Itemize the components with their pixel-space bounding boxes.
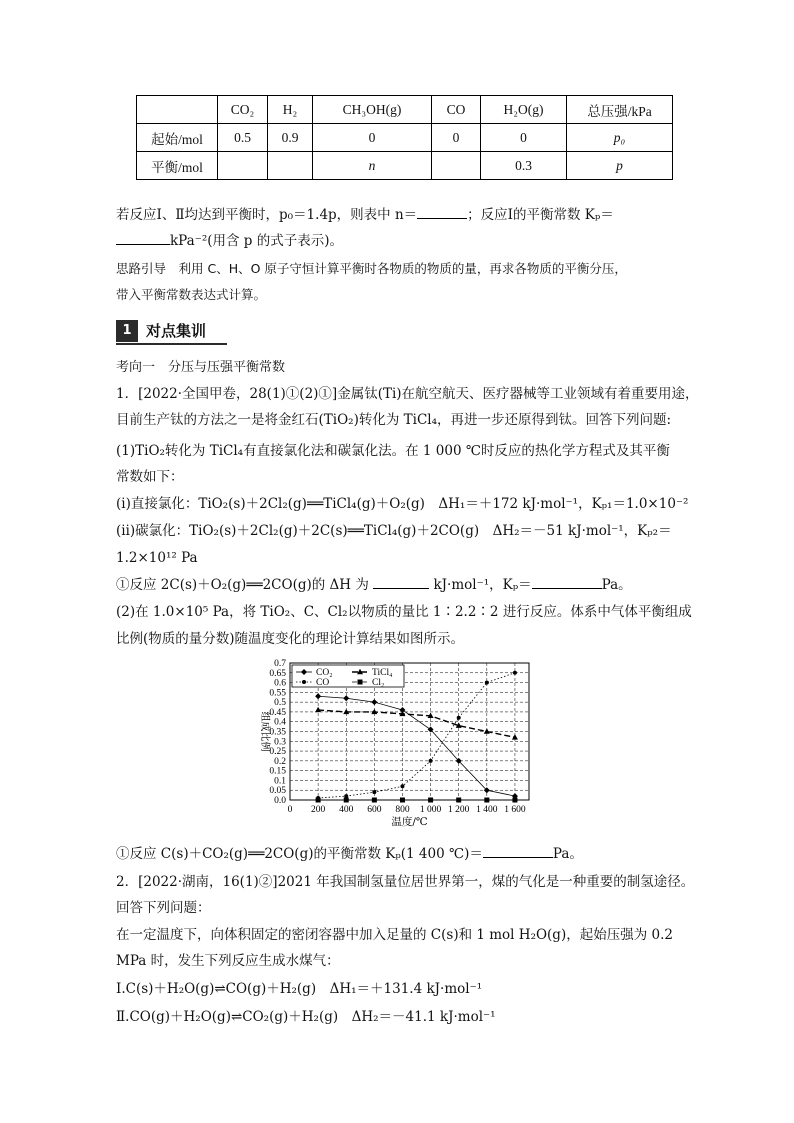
- section-title: 对点集训: [146, 322, 207, 340]
- problem-text: ①反应 2C(s)＋O₂(g)══2CO(g)的 ΔH 为: [116, 577, 369, 593]
- table-header-cell: H₂: [268, 96, 313, 124]
- y-tick-label: 0.2: [274, 756, 286, 767]
- point-marker: [512, 798, 517, 803]
- point-marker: [400, 798, 405, 803]
- legend-label: TiCl₄: [372, 668, 393, 678]
- point-marker: [372, 798, 377, 803]
- point-marker: [344, 798, 349, 803]
- point-marker: [372, 790, 376, 794]
- table-cell: 0.3: [481, 152, 567, 180]
- problem-text: ①反应 C(s)＋CO₂(g)══2CO(g)的平衡常数 Kₚ(1 400 ℃)＝: [116, 846, 483, 862]
- point-marker: [358, 680, 363, 685]
- problem-line: 1.2×10¹² Pa: [116, 550, 198, 566]
- table-row: [137, 124, 673, 152]
- problem-line: 在一定温度下，向体积固定的密闭容器中加入足量的 C(s)和 1 mol H₂O(g)，起始压强为 0.2: [116, 927, 673, 943]
- equilibrium-table: [136, 95, 673, 180]
- table-cell: 0: [432, 124, 481, 152]
- problem-line: (ⅱ)碳氯化：TiO₂(s)＋2Cl₂(g)＋2C(s)══TiCl₄(g)＋2CO(g) ΔH₂＝－51 kJ·mol⁻¹，Kₚ₂＝: [116, 523, 672, 539]
- table-cell: 0: [313, 124, 432, 152]
- y-axis-label: 组成比例: [259, 711, 270, 752]
- problem-line: 比例(物质的量分数)随温度变化的理论计算结果如图所示。: [116, 631, 465, 647]
- answer-blank: [483, 845, 553, 858]
- point-marker: [344, 794, 348, 798]
- x-tick-label: 400: [339, 805, 354, 815]
- y-tick-label: 0.25: [269, 747, 286, 758]
- point-marker: [457, 716, 461, 720]
- topic-heading: 考向一 分压与压强平衡常数: [116, 360, 286, 375]
- y-tick-label: 0.0: [274, 796, 286, 806]
- guide-line: 带入平衡常数表达式计算。: [116, 287, 267, 302]
- problem-line: MPa 时，发生下列反应生成水煤气：: [116, 953, 340, 969]
- table-row: [137, 152, 673, 180]
- legend-label: CO₂: [316, 668, 333, 678]
- problem-line: 1．[2022·全国甲卷，28(1)①(2)①]金属钛(Ti)在航空航天、医疗器械等工业领域有着重要用途，: [116, 386, 699, 402]
- problem-line: (1)TiO₂转化为 TiCl₄有直接氯化法和碳氯化法。在 1 000 ℃时反应的热化学方程式及其平衡: [116, 443, 670, 459]
- point-marker: [485, 681, 489, 685]
- question-text: kPa⁻²(用含 p 的式子表示)。: [170, 233, 344, 249]
- x-tick-label: 1 600: [504, 805, 526, 815]
- x-tick-label: 0: [287, 805, 293, 815]
- answer-blank: [417, 206, 467, 219]
- guide-line: 思路引导 利用 C、H、O 原子守恒计算平衡时各物质的物质的量，再求各物质的平衡分压，: [116, 261, 627, 276]
- problem-text: kJ·mol⁻¹，Kₚ＝: [433, 577, 532, 593]
- x-tick-label: 1 000: [419, 805, 442, 815]
- problem-text: Pa。: [601, 577, 632, 593]
- y-tick-label: 0.7: [274, 659, 286, 669]
- table-cell: 0: [481, 124, 567, 152]
- legend-label: CO: [316, 678, 330, 688]
- point-marker: [484, 798, 489, 803]
- section-divider: [116, 343, 227, 345]
- problem-line: Ⅱ.CO(g)＋H₂O(g)⇌CO₂(g)＋H₂(g) ΔH₂＝－41.1 kJ·mol⁻¹: [116, 1009, 496, 1025]
- y-tick-label: 0.65: [269, 668, 286, 679]
- table-header-cell: CO₂: [218, 96, 268, 124]
- question-text: ；反应Ⅰ的平衡常数 Kₚ＝: [467, 207, 614, 223]
- table-cell: 0.5: [218, 124, 268, 152]
- problem-line: Ⅰ.C(s)＋H₂O(g)⇌CO(g)＋H₂(g) ΔH₁＝＋131.4 kJ·mol⁻¹: [116, 981, 483, 997]
- point-marker: [316, 798, 321, 803]
- problem-line: 目前生产钛的方法之一是将金红石(TiO₂)转化为 TiCl₄，再进一步还原得到钛。回答下列问题:: [116, 412, 672, 428]
- question-line: [116, 205, 614, 225]
- table-header-cell: CH₃OH(g): [313, 96, 432, 124]
- y-tick-label: 0.45: [269, 707, 286, 718]
- table-cell: p: [567, 152, 673, 180]
- table-cell: 起始/mol: [137, 124, 218, 152]
- problem-line: 2．[2022·湖南，16(1)②]2021 年我国制氢量位居世界第一，煤的气化是一种重要的制氢途径。: [116, 874, 695, 890]
- y-tick-label: 0.1: [274, 776, 286, 787]
- y-tick-label: 0.15: [269, 766, 286, 777]
- point-marker: [428, 798, 433, 803]
- x-axis-label: 温度/℃: [391, 816, 428, 828]
- table-cell: [432, 152, 481, 180]
- table-header-row: [137, 96, 673, 124]
- table-cell: [268, 152, 313, 180]
- problem-line: [116, 575, 632, 595]
- composition-chart: [252, 655, 542, 837]
- table-cell: 0.9: [268, 124, 313, 152]
- y-tick-label: 0.5: [274, 698, 286, 709]
- point-marker: [400, 784, 404, 788]
- problem-line: 回答下列问题：: [116, 900, 211, 916]
- problem-text: Pa。: [552, 846, 583, 862]
- answer-blank: [373, 576, 429, 589]
- y-tick-label: 0.35: [269, 727, 286, 738]
- table-cell: p₀: [567, 124, 673, 152]
- table-header-cell: H₂O(g): [481, 96, 567, 124]
- point-marker: [513, 671, 517, 675]
- y-tick-label: 0.6: [274, 678, 286, 689]
- question-line: [116, 231, 343, 251]
- x-tick-label: 200: [310, 805, 326, 815]
- point-marker: [429, 759, 433, 763]
- y-tick-label: 0.4: [274, 717, 286, 728]
- section-number-icon: 1: [116, 320, 138, 342]
- problem-line: (ⅰ)直接氯化：TiO₂(s)＋2Cl₂(g)══TiCl₄(g)＋O₂(g) ΔH₁＝＋172 kJ·mol⁻¹，Kₚ₁＝1.0×10⁻²: [116, 496, 689, 512]
- answer-blank: [532, 576, 602, 589]
- problem-line: (2)在 1.0×10⁵ Pa，将 TiO₂、C、Cl₂以物质的量比 1∶2.2∶2 进行反应。体系中气体平衡组成: [116, 604, 692, 620]
- table-header-cell: [137, 96, 218, 124]
- point-marker: [456, 798, 461, 803]
- legend-label: Cl₂: [372, 678, 385, 688]
- table-header-cell: 总压强/kPa: [567, 96, 673, 124]
- answer-blank: [116, 232, 170, 245]
- x-tick-label: 800: [395, 805, 410, 815]
- problem-line: [116, 844, 583, 864]
- x-tick-label: 600: [367, 805, 382, 815]
- y-tick-label: 0.05: [269, 786, 286, 797]
- y-tick-label: 0.55: [269, 688, 286, 699]
- table-cell: 平衡/mol: [137, 152, 218, 180]
- x-tick-label: 1 400: [476, 805, 498, 815]
- question-text: 若反应Ⅰ、Ⅱ均达到平衡时，p₀＝1.4p，则表中 n＝: [116, 207, 418, 223]
- x-tick-label: 1 200: [448, 805, 470, 815]
- problem-line: 常数如下：: [116, 469, 184, 485]
- table-header-cell: CO: [432, 96, 481, 124]
- table-cell: n: [313, 152, 432, 180]
- y-tick-label: 0.3: [274, 737, 286, 748]
- table-cell: [218, 152, 268, 180]
- point-marker: [302, 680, 306, 684]
